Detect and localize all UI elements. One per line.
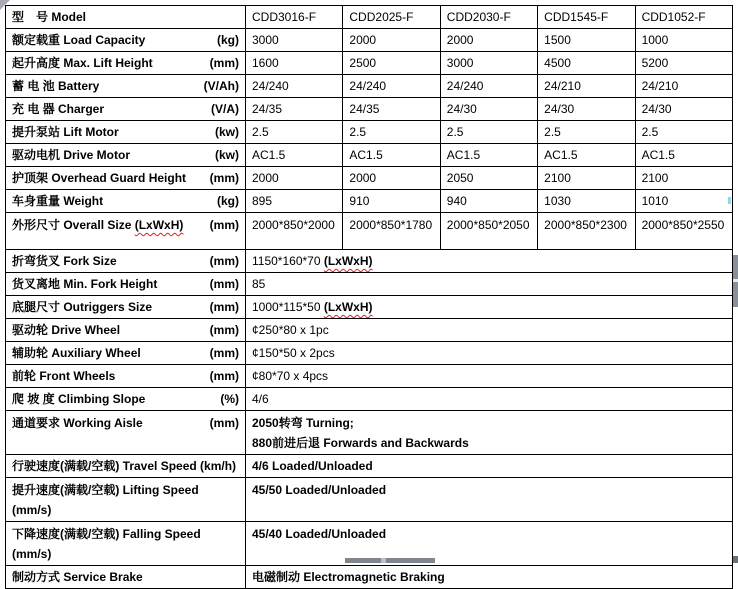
spec-label: 折弯货叉 Fork Size — [12, 254, 117, 268]
spec-value-cell: 24/35 — [246, 98, 343, 121]
edge-marker — [728, 197, 731, 204]
spec-value-cell: 1030 — [538, 190, 635, 213]
spec-value-cell: 2050 — [440, 167, 537, 190]
merged-value-cell: 85 — [246, 273, 733, 296]
spec-label: 制动方式 Service Brake — [12, 570, 143, 584]
spec-unit: (mm) — [209, 346, 239, 360]
table-row-load-capacity — [6, 29, 733, 52]
spec-value-cell: 2.5 — [635, 121, 732, 144]
spec-value-cell: 2000 — [343, 167, 440, 190]
spec-label: 驱动轮 Drive Wheel — [12, 323, 121, 337]
spec-value-cell: 1600 — [246, 52, 343, 75]
spec-unit: (mm/s) — [12, 547, 52, 561]
model-header-label-cell — [6, 6, 246, 29]
model-name-cell: CDD3016-F — [246, 6, 343, 29]
label-cell-drive-motor — [6, 144, 246, 167]
spec-label: 蓄 电 池 Battery — [12, 79, 100, 93]
spec-value-cell: 2000*850*2050 — [440, 213, 537, 250]
merged-value-cell: 电磁制动 Electromagnetic Braking — [246, 566, 733, 589]
spec-value-cell: 3000 — [440, 52, 537, 75]
scrollbar-grip-icon — [381, 558, 386, 563]
table-row-charger — [6, 98, 733, 121]
table-row-battery — [6, 75, 733, 98]
model-name-cell: CDD1545-F — [538, 6, 635, 29]
table-row-auxiliary-wheel — [6, 342, 733, 365]
label-cell-lifting-speed — [6, 478, 246, 522]
table-row-outriggers-size — [6, 296, 733, 319]
spec-value-cell: 24/210 — [538, 75, 635, 98]
merged-value-cell: 45/40 Loaded/Unloaded — [246, 522, 733, 566]
table-row-fork-size — [6, 250, 733, 273]
spec-unit: (kg) — [217, 33, 239, 47]
spec-label: 充 电 器 Charger — [12, 102, 105, 116]
table-row-weight — [6, 190, 733, 213]
label-cell-weight — [6, 190, 246, 213]
table-row-lift-motor — [6, 121, 733, 144]
spec-unit: (%) — [220, 392, 239, 406]
label-cell-battery — [6, 75, 246, 98]
spec-value-line: 2050转弯 Turning; — [252, 416, 354, 430]
spec-unit: (mm/s) — [12, 503, 52, 517]
spec-value-cell: 2100 — [635, 167, 732, 190]
spec-value-cell: 2000 — [343, 29, 440, 52]
spec-value-cell: 24/30 — [635, 98, 732, 121]
merged-value-cell — [246, 296, 733, 319]
spec-value-cell: 2000 — [440, 29, 537, 52]
spec-unit: (mm) — [209, 300, 239, 314]
spec-value-cell: 2000*850*2550 — [635, 213, 732, 250]
spec-value-cell: 2100 — [538, 167, 635, 190]
spec-value-cell: 2.5 — [440, 121, 537, 144]
label-cell-auxiliary-wheel — [6, 342, 246, 365]
spec-unit: (kg) — [217, 194, 239, 208]
spec-value: 1000*115*50 — [252, 300, 324, 314]
table-row-drive-motor — [6, 144, 733, 167]
spec-value-cell: 940 — [440, 190, 537, 213]
merged-value-cell: ¢250*80 x 1pc — [246, 319, 733, 342]
merged-value-cell: 4/6 Loaded/Unloaded — [246, 455, 733, 478]
merged-value-cell: 45/50 Loaded/Unloaded — [246, 478, 733, 522]
spec-label: 行驶速度(满载/空载) Travel Speed (km/h) — [12, 459, 237, 473]
label-cell-falling-speed — [6, 522, 246, 566]
model-header-label: 型 号 Model — [12, 10, 86, 24]
spec-unit: (kw) — [215, 148, 239, 162]
label-cell-service-brake — [6, 566, 246, 589]
spec-value-cell: 2.5 — [246, 121, 343, 144]
spec-value-cell: 2000*850*2000 — [246, 213, 343, 250]
spec-value-cell: AC1.5 — [538, 144, 635, 167]
model-name-cell: CDD2025-F — [343, 6, 440, 29]
merged-value-cell — [246, 411, 733, 455]
spec-value-cell: 5200 — [635, 52, 732, 75]
label-cell-max-lift-height — [6, 52, 246, 75]
spec-value-cell: 2.5 — [538, 121, 635, 144]
document-page — [5, 5, 733, 589]
merged-value-cell: 4/6 — [246, 388, 733, 411]
spec-unit: (kw) — [215, 125, 239, 139]
spec-value-cell: 1010 — [635, 190, 732, 213]
spec-value-cell: 1000 — [635, 29, 732, 52]
label-cell-lift-motor — [6, 121, 246, 144]
spec-label: 驱动电机 Drive Motor — [12, 148, 131, 162]
spec-label: 辅助轮 Auxiliary Wheel — [12, 346, 141, 360]
table-row-min-fork-height — [6, 273, 733, 296]
spec-unit: (mm) — [209, 369, 239, 383]
label-cell-travel-speed — [6, 455, 246, 478]
spec-value-line: 880前进后退 Forwards and Backwards — [252, 436, 469, 450]
table-row-max-lift-height — [6, 52, 733, 75]
spec-value-cell: 24/210 — [635, 75, 732, 98]
spec-value-cell: AC1.5 — [635, 144, 732, 167]
spec-table — [5, 5, 733, 589]
spec-label: 通道要求 Working Aisle — [12, 416, 143, 430]
spec-value: 1150*160*70 — [252, 254, 324, 268]
merged-value-cell: ¢150*50 x 2pcs — [246, 342, 733, 365]
merged-value-cell — [246, 250, 733, 273]
spec-unit: (V/Ah) — [203, 79, 239, 93]
label-cell-front-wheels — [6, 365, 246, 388]
spec-value-cell: AC1.5 — [440, 144, 537, 167]
spec-value-cell: 2000 — [246, 167, 343, 190]
spec-unit: (V/A) — [211, 102, 239, 116]
table-row-climbing-slope — [6, 388, 733, 411]
table-row-front-wheels — [6, 365, 733, 388]
spec-label: 前轮 Front Wheels — [12, 369, 116, 383]
spec-label: 爬 坡 度 Climbing Slope — [12, 392, 146, 406]
spec-value-cell: 24/35 — [343, 98, 440, 121]
table-row-service-brake — [6, 566, 733, 589]
vertical-scrollbar-thumb[interactable] — [733, 255, 738, 307]
spec-unit: (mm) — [209, 416, 239, 430]
spec-value-cell: 24/30 — [538, 98, 635, 121]
horizontal-scrollbar-thumb[interactable] — [345, 558, 435, 563]
spellchecked-text: (LxWxH) — [323, 254, 373, 268]
label-cell-fork-size — [6, 250, 246, 273]
spec-value-cell: 910 — [343, 190, 440, 213]
spec-value-cell: 24/30 — [440, 98, 537, 121]
window-corner-fragment — [733, 556, 738, 563]
spec-label: 提升泵站 Lift Motor — [12, 125, 119, 139]
spec-value-cell: 24/240 — [343, 75, 440, 98]
spec-value-cell: 2000*850*1780 — [343, 213, 440, 250]
spec-value-cell: 4500 — [538, 52, 635, 75]
table-row-drive-wheel — [6, 319, 733, 342]
spec-unit: (mm) — [209, 323, 239, 337]
spec-label: 护顶架 Overhead Guard Height — [12, 171, 187, 185]
spec-label: 车身重量 Weight — [12, 194, 104, 208]
spec-value-cell: 2500 — [343, 52, 440, 75]
label-cell-overhead-guard-height — [6, 167, 246, 190]
label-cell-min-fork-height — [6, 273, 246, 296]
spec-label: 起升高度 Max. Lift Height — [12, 56, 153, 70]
model-name-cell: CDD2030-F — [440, 6, 537, 29]
spec-unit: (mm) — [209, 254, 239, 268]
spec-value-cell: AC1.5 — [343, 144, 440, 167]
table-row-model-header — [6, 6, 733, 29]
spec-value-cell: 895 — [246, 190, 343, 213]
spec-unit: (mm) — [209, 218, 239, 232]
spec-unit: (mm) — [209, 56, 239, 70]
spec-unit: (mm) — [209, 171, 239, 185]
merged-value-cell: ¢80*70 x 4pcs — [246, 365, 733, 388]
spellchecked-text: (LxWxH) — [323, 300, 373, 314]
label-cell-climbing-slope — [6, 388, 246, 411]
spec-value-cell: AC1.5 — [246, 144, 343, 167]
spec-label: 货叉离地 Min. Fork Height — [12, 277, 158, 291]
spec-value-cell: 2.5 — [343, 121, 440, 144]
table-row-lifting-speed — [6, 478, 733, 522]
spellchecked-text: (LxWxH) — [134, 218, 184, 232]
table-row-working-aisle — [6, 411, 733, 455]
spec-value-cell: 24/240 — [440, 75, 537, 98]
spec-label: 外形尺寸 Overall Size (LxWxH) — [12, 218, 184, 232]
spec-value-cell: 3000 — [246, 29, 343, 52]
spec-unit: (mm) — [209, 277, 239, 291]
label-cell-overall-size — [6, 213, 246, 250]
spec-label: 下降速度(满载/空载) Falling Speed — [12, 527, 201, 541]
spec-label: 额定载重 Load Capacity — [12, 33, 146, 47]
spec-value-cell: 24/240 — [246, 75, 343, 98]
label-cell-drive-wheel — [6, 319, 246, 342]
scrollbar-grip-icon — [733, 279, 738, 282]
spec-label: 提升速度(满载/空载) Lifting Speed — [12, 483, 199, 497]
table-row-overhead-guard-height — [6, 167, 733, 190]
spec-label: 底腿尺寸 Outriggers Size — [12, 300, 153, 314]
label-cell-charger — [6, 98, 246, 121]
spec-value-cell: 2000*850*2300 — [538, 213, 635, 250]
table-row-overall-size — [6, 213, 733, 250]
table-row-travel-speed — [6, 455, 733, 478]
model-name-cell: CDD1052-F — [635, 6, 732, 29]
label-cell-outriggers-size — [6, 296, 246, 319]
spec-value-cell: 1500 — [538, 29, 635, 52]
label-cell-load-capacity — [6, 29, 246, 52]
label-cell-working-aisle — [6, 411, 246, 455]
